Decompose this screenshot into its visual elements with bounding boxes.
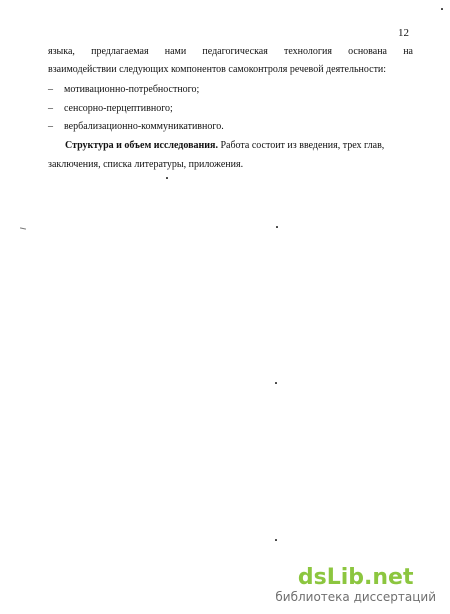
structure-text: Работа состоит из введения, трех глав, [217, 140, 385, 151]
list-item-text: сенсорно-перцептивного; [64, 103, 173, 114]
watermark [275, 566, 436, 604]
list-item-text: вербализационно-коммуникативного. [64, 121, 224, 132]
scan-speck [275, 539, 277, 541]
page-number: 12 [398, 27, 409, 39]
scan-speck [441, 8, 443, 10]
word: педагогическая [202, 46, 268, 57]
watermark-logo: dsLib.net [297, 565, 414, 590]
scan-speck [275, 382, 277, 384]
scan-speck [276, 226, 278, 228]
list-marker: – [48, 103, 53, 114]
scan-speck [20, 227, 26, 229]
word: основана [348, 46, 387, 57]
word: нами [164, 46, 187, 57]
list-marker: – [48, 121, 53, 132]
structure-paragraph-line-2: заключения, списка литературы, приложения. [48, 159, 244, 170]
list-item [48, 84, 199, 96]
word: языка, [48, 46, 75, 57]
word: на [403, 46, 413, 57]
list-item-text: мотивационно-потребностного; [64, 84, 200, 95]
paragraph-line-1 [48, 46, 413, 58]
section-heading: Структура и объем исследования. [65, 140, 218, 151]
paragraph-line-2: взаимодействии следующих компонентов самоконтроля речевой деятельности: [48, 64, 387, 75]
list-item [48, 121, 224, 133]
structure-paragraph-line-1 [65, 140, 384, 152]
word: технология [284, 46, 332, 57]
list-marker: – [48, 84, 53, 95]
watermark-subtitle: библиотека диссертаций [275, 590, 436, 604]
word: предлагаемая [91, 46, 149, 57]
scan-speck [166, 177, 168, 179]
list-item [48, 103, 173, 115]
